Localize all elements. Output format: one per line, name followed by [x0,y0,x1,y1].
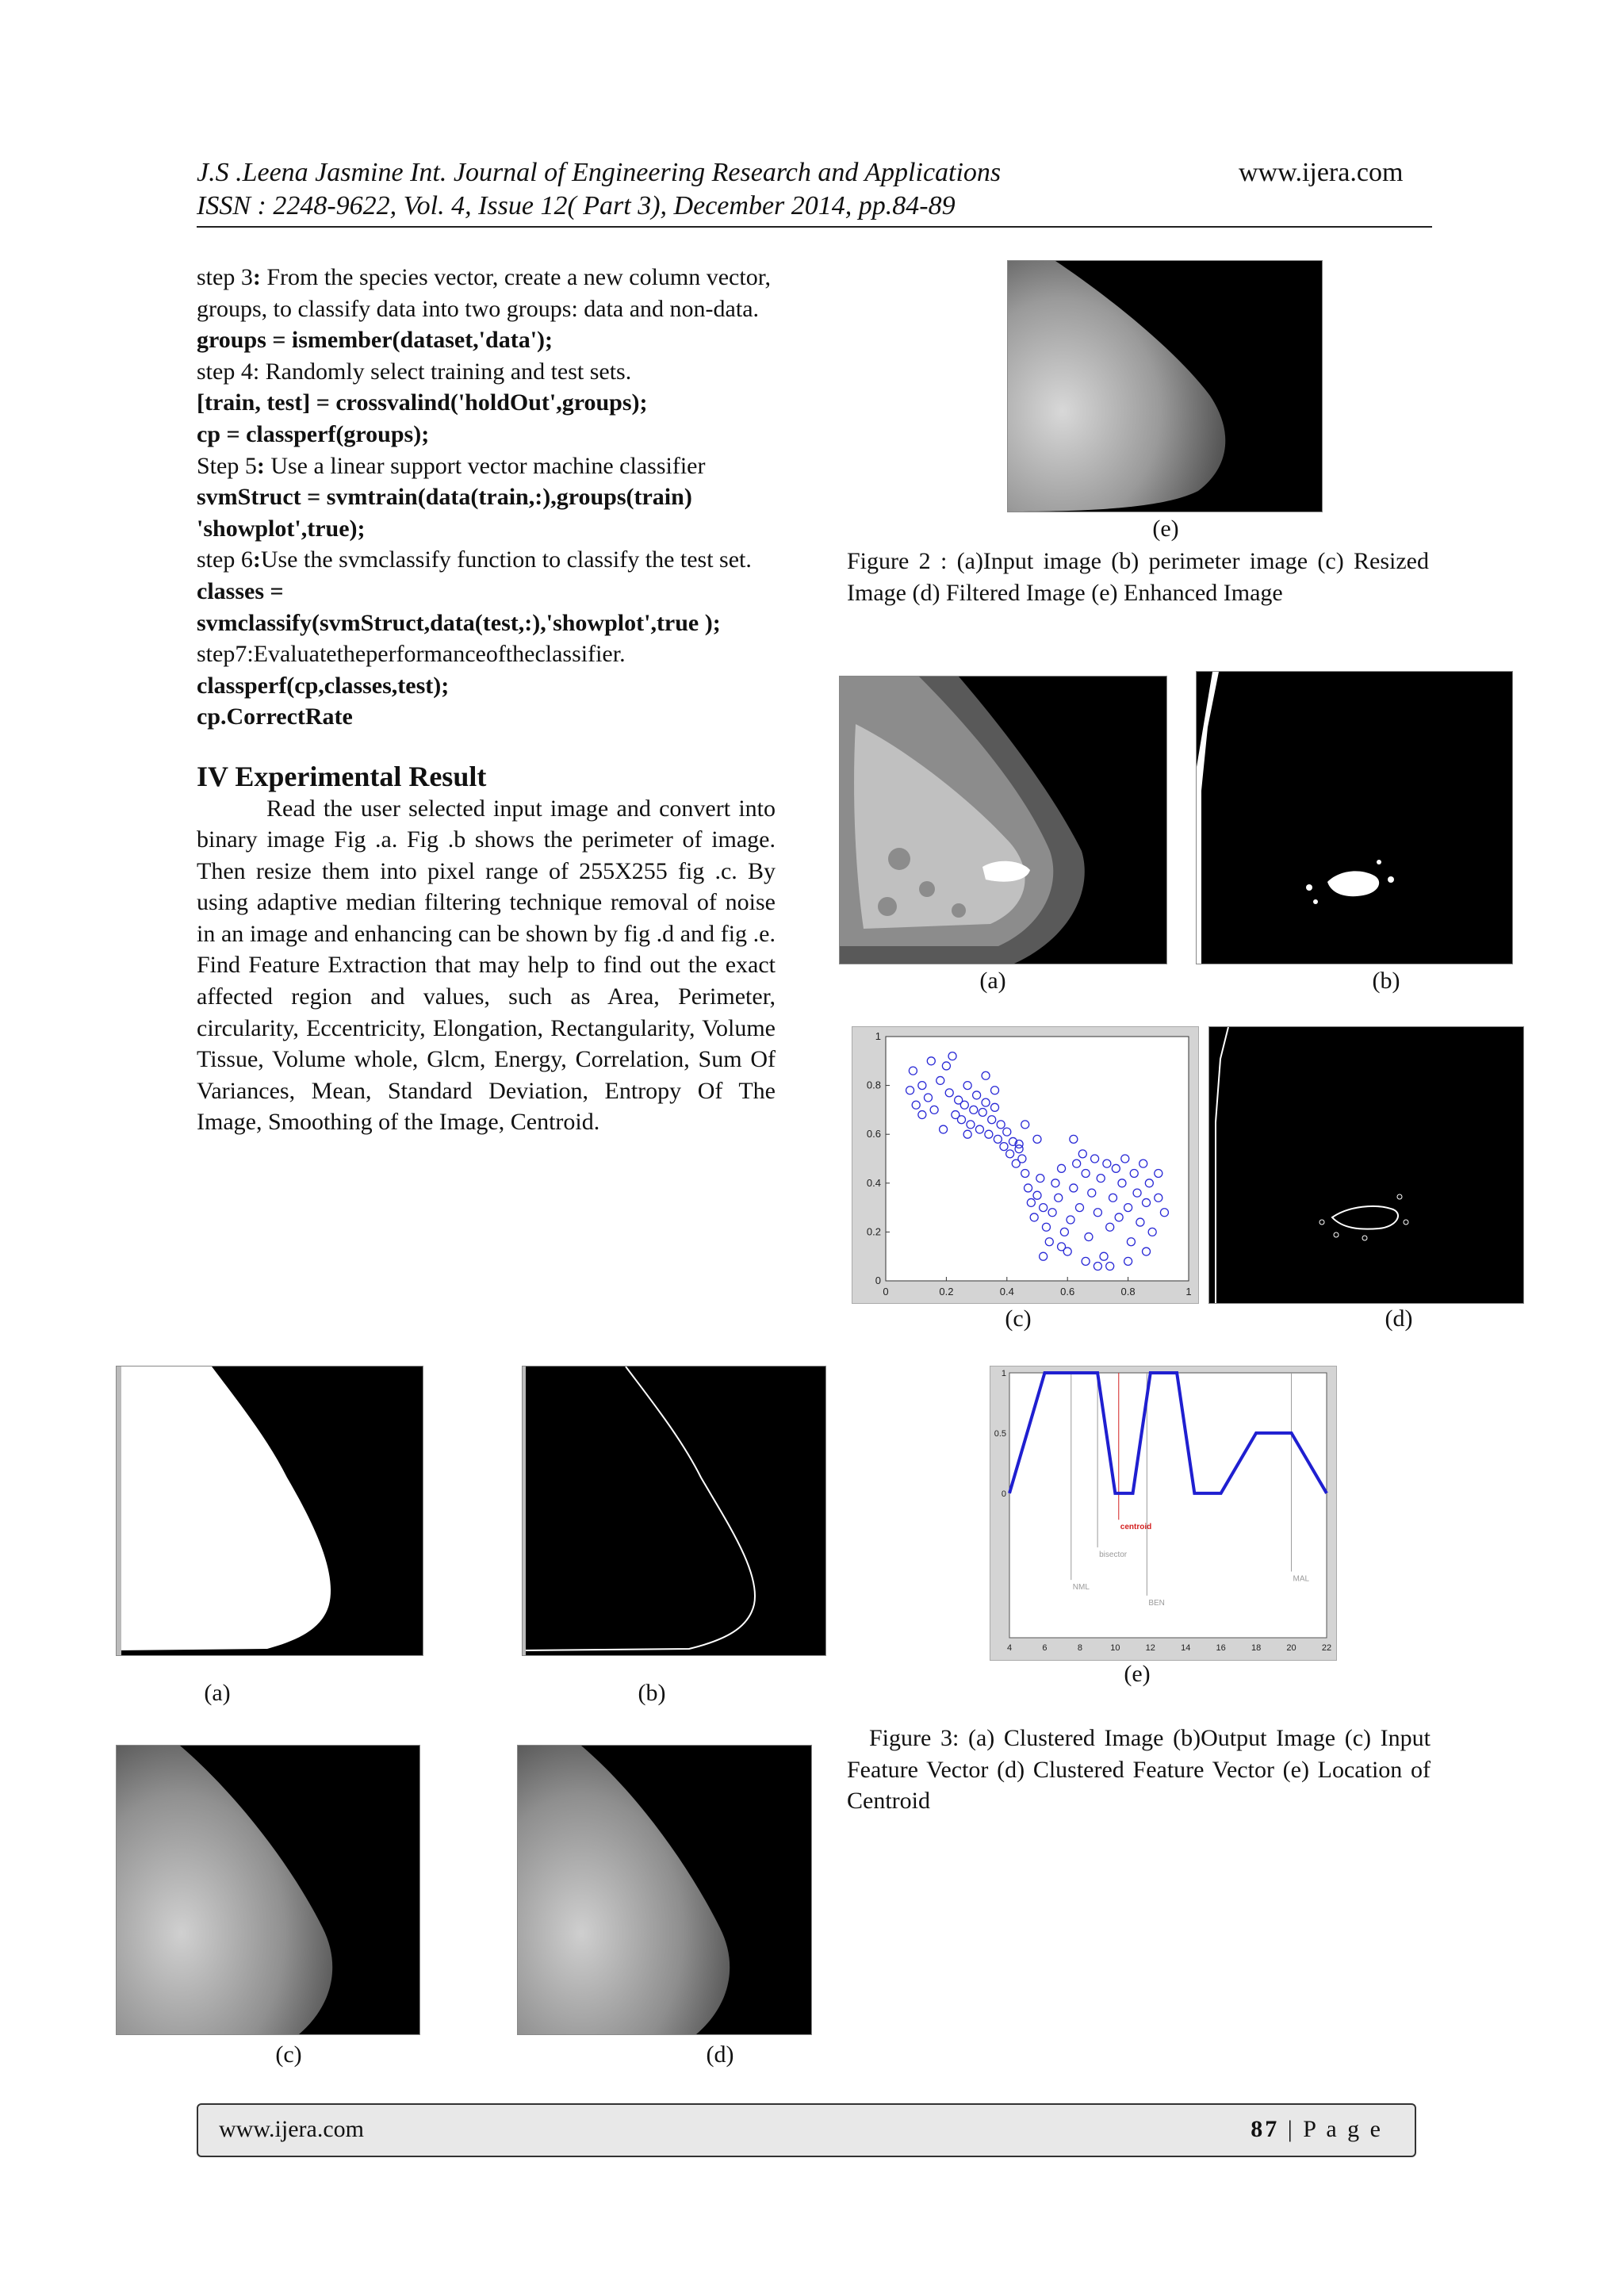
fig3c-scatter-chart [852,1026,1199,1304]
fig3a-clustered-image [839,676,1167,964]
fig2d-label: (d) [706,2041,734,2068]
code-correctrate: cp.CorrectRate [197,703,353,730]
y-tick-label: 1 [875,1030,881,1042]
x-tick-label: 12 [1145,1643,1155,1653]
x-tick-label: 10 [1110,1643,1120,1653]
x-tick-label: 6 [1042,1643,1048,1653]
step3: step 3: From the species vector, create a new column vector, groups, to classify data into two groups: data and non-data. [197,264,771,322]
y-tick-label: 0 [875,1274,881,1286]
x-tick-label: 8 [1077,1643,1082,1653]
x-tick-label: 18 [1251,1643,1262,1653]
centroid-plot-area [1009,1373,1327,1638]
fig2e-enhanced-image [1007,260,1323,512]
page-number: 87 | P a g e [1251,2116,1383,2142]
y-tick-label: 0 [1001,1489,1006,1499]
header-rule [197,226,1432,228]
code-groups: groups = ismember(dataset,'data'); [197,327,553,354]
x-tick-label: 0.6 [1060,1286,1075,1297]
fig2e-label: (e) [1152,516,1179,542]
fig2a-label: (a) [204,1680,231,1706]
figure2-caption: Figure 2 : (a)Input image (b) perimeter image (c) Resized Image (d) Filtered Image (e) Enhanced Image [847,548,1429,606]
fig2b-label: (b) [638,1680,666,1706]
step5: Step 5: Use a linear support vector machine classifier [197,452,706,479]
marker-label: BEN [1148,1598,1165,1608]
x-tick-label: 0 [883,1286,889,1297]
fig2b-perimeter-image [522,1366,826,1656]
section-title: IV Experimental Result [197,760,487,792]
marker-label: bisector [1099,1550,1128,1560]
y-tick-label: 1 [1001,1369,1006,1378]
scatter-plot-area [886,1037,1189,1281]
step7: step7:Evaluatetheperformanceoftheclassifier. [197,641,626,668]
y-tick-label: 0.5 [994,1428,1006,1439]
code-classperf-eval: classperf(cp,classes,test); [197,672,450,699]
journal-header: J.S .Leena Jasmine Int. Journal of Engineering Research and Applications [197,158,1002,187]
results-paragraph: Read the user selected input image and convert into binary image Fig .a. Fig .b shows the perimeter of image. Then resize them into pixel range of 255X255 fig .c. By using adaptive median filtering technique removal of noise in an image and enhancing can be shown by fig .d and fig .e. Find Feature Extraction that may help to find out the exact affected region and values, such as Area, Perimeter, circularity, Eccentricity, Elongation, Rectangularity, Volume Tissue, Volume whole, Glcm, Energy, Correlation, Sum Of Variances, Mean, Standard Deviation, Entropy Of The Image, Smoothing of the Image, Centroid. [197,795,776,1136]
y-tick-label: 0.2 [866,1225,881,1238]
fig2d-filtered-image [517,1745,812,2035]
x-tick-label: 22 [1321,1643,1332,1653]
code-svmtrain: svmStruct = svmtrain(data(train,:),groups(train) 'showplot',true); [197,484,692,542]
fig3d-clustered-feature-image [1208,1026,1524,1304]
y-tick-label: 0.8 [866,1079,881,1091]
y-tick-label: 0.4 [866,1176,881,1189]
issn-line: ISSN : 2248-9622, Vol. 4, Issue 12( Part 3), December 2014, pp.84-89 [197,191,956,220]
left-column [197,262,776,1138]
x-tick-label: 16 [1216,1643,1226,1653]
x-tick-label: 1 [1185,1286,1192,1297]
x-tick-label: 14 [1181,1643,1191,1653]
step6: step 6:Use the svmclassify function to classify the test set. [197,546,752,573]
x-tick-label: 20 [1286,1643,1297,1653]
figure3-caption: Figure 3: (a) Clustered Image (b)Output Image (c) Input Feature Vector (d) Clustered Feature Vector (e) Location of Centroid [847,1725,1431,1815]
fig3e-label: (e) [1124,1661,1151,1687]
x-tick-label: 4 [1006,1643,1013,1653]
fig3a-label: (a) [979,968,1006,994]
x-tick-label: 0.2 [939,1286,954,1297]
fig3b-label: (b) [1372,968,1400,994]
fig3e-centroid-chart [990,1366,1337,1661]
y-tick-label: 0.6 [866,1128,881,1140]
code-crossvalind: [train, test] = crossvalind('holdOut',groups); [197,389,648,416]
page-footer [197,2103,1416,2157]
fig3d-label: (d) [1385,1305,1413,1332]
fig3b-output-image [1196,671,1513,964]
journal-url[interactable]: www.ijera.com [1239,158,1404,187]
marker-label: centroid [1120,1523,1152,1532]
marker-label: NML [1072,1583,1090,1593]
fig2c-resized-image [116,1745,420,2035]
marker-label: MAL [1293,1574,1310,1584]
code-classperf: cp = classperf(groups); [197,420,430,447]
fig3c-label: (c) [1005,1305,1032,1332]
x-tick-label: 0.4 [999,1286,1014,1297]
code-svmclassify: classes = svmclassify(svmStruct,data(test,:),'showplot',true ); [197,577,721,636]
fig2a-input-image [116,1366,423,1656]
fig2c-label: (c) [275,2041,302,2068]
footer-url[interactable]: www.ijera.com [219,2116,364,2142]
step4: step 4: Randomly select training and test sets. [197,358,632,385]
x-tick-label: 0.8 [1120,1286,1136,1297]
